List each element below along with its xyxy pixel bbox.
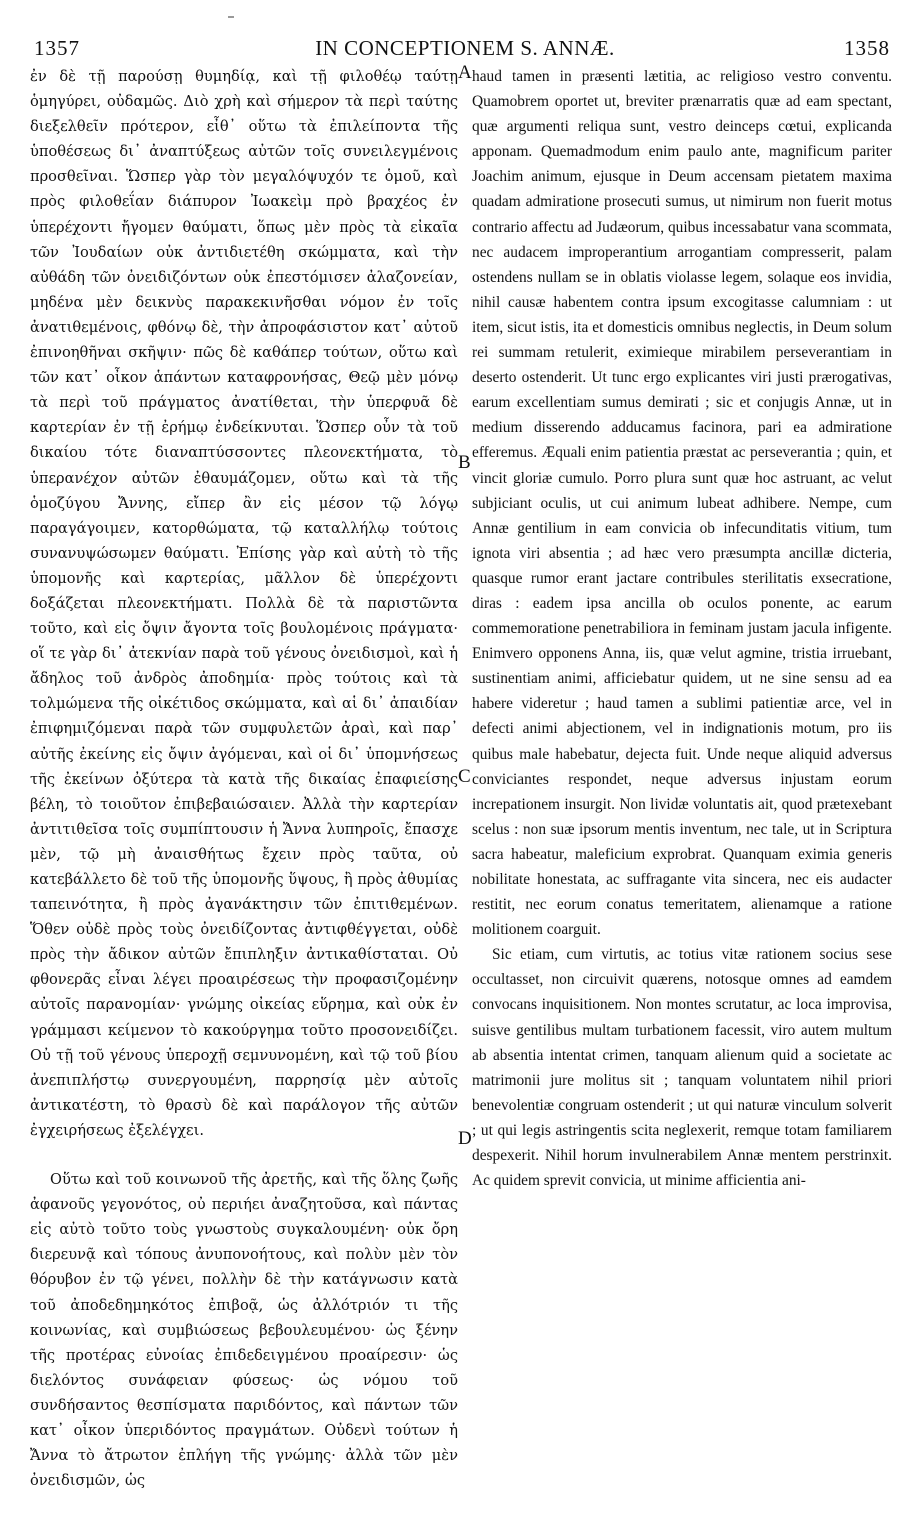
running-header <box>30 36 900 64</box>
greek-column <box>30 64 458 1493</box>
print-fleck <box>228 16 234 18</box>
margin-marker-b: B <box>458 452 471 473</box>
running-title: IN CONCEPTIONEM S. ANNÆ. <box>315 36 615 60</box>
right-page-number: 1358 <box>844 36 890 60</box>
greek-paragraph-1: ἐν δὲ τῇ παρούσῃ θυμηδίᾳ, καὶ τῇ φιλοθέῳ ταύτῃ ὁμηγύρει, οὐδαμῶς. Διὸ χρὴ καὶ σήμερον τὰ περὶ ταύτης διεξελθεῖν πρότερον, εἶθ᾽ οὕτω τὰ ἐπιλείποντα τῆς ὑποθέσεως δι᾽ ἀναπτύξεως αὐτῶν τοῖς συνειλεγμένοις προσθεῖναι. Ὥσπερ γὰρ τὸν μεγαλόψυχόν τε ὁμοῦ, καὶ πρὸς φιλοθεΐαν διάπυρον Ἰωακεὶμ πρὸ βραχέος ἐν ὑπερέχοντι ἤγομεν θαύματι, ὅπως μὲν πρὸς τὰ εἰκαῖα τῶν Ἰουδαίων οὐκ ἀντιδιετέθη σκώμματα, καὶ τὴν αὐθάδη τῶν ὀνειδιζόντων οὐκ ἐπεστόμισεν ἀλαζονείαν, μηδένα μὲν δεικνὺς παρακεκινῆσθαι νόμον ἐν τοῖς ἀνατιθεμένοις, φθόνῳ δὲ, τὴν ἀπροφάσιστον κατ᾽ αὐτοῦ ἐπινοηθῆναι σκῆψιν· πῶς δὲ καθάπερ τούτων, οὕτω καὶ τῶν κατ᾽ οἶκον ἁπάντων καταφρονήσας, Θεῷ μὲν μόνῳ τὰ περὶ τοῦ πράγματος ἀνατίθεται, τὴν ὑπερφυᾶ δὲ καρτερίαν ἐν τῇ ἐρήμῳ ἐνδείκνυται. Ὥσπερ οὖν τὰ τοῦ δικαίου τότε διαναπτύσσοντες πλεονεκτήματα, τὸ ὑπερανέχον αὐτῶν ἐθαυμάζομεν, οὕτω καὶ τὰ τῆς ὁμοζύγου Ἄννης, εἴπερ ἂν εἰς μέσον τῷ λόγῳ παραγάγοιμεν, κατορθώματα, τῷ καταλλήλῳ τούτοις συνανυψώσωμεν θαύματι. Ἐπίσης γὰρ καὶ αὐτὴ τὸ τῆς ὑπομονῆς καὶ καρτερίας, μᾶλλον δὲ ὑπερέχοντι δοξάζεται πλεονεκτήματι. Πολλὰ δὲ τὰ παριστῶντα τοῦτο, καὶ εἰς ὄψιν ἄγοντα τοῖς βουλομένοις πράγματα· οἵ τε γὰρ δι᾽ ἀτεκνίαν παρὰ τοῦ γένους ὀνειδισμοὶ, καὶ ἡ ἄδηλος τοῦ ἀνδρὸς ἀποδημία· πρὸς τούτοις καὶ τὰ τολμώμενα τῆς οἰκέτιδος σκώμματα, καὶ αἱ δι᾽ ἀπαιδίαν ἐπιφημιζόμεναι παρὰ τῶν συμφυλετῶν ἀραὶ, καὶ παρ᾽ αὐτῆς ἐκείνης εἰς ὄψιν ἀγόμεναι, καὶ οἱ δι᾽ ὑπομνήσεως τῆς ἐκείνων ὀξύτερα τὰ κατὰ τῆς δικαίας ἐπαφιείσης βέλη, τὸ τοιοῦτον ἐπιβεβαιώσαιεν. Ἀλλὰ τὴν καρτερίαν ἀντιτιθεῖσα τοῖς συμπίπτουσιν ἡ Ἄννα λυπηροῖς, ἔπασχε μὲν, τῷ μὴ ἀναισθήτως ἔχειν πρὸς ταῦτα, οὐ κατεβάλλετο δὲ τοῦ τῆς ὑπομονῆς ὕψους, ἢ πρὸς ἀθυμίας ταπεινότητα, ἢ πρὸς ἀγανάκτησιν τῶν ἐπιτιθεμένων. Ὅθεν οὐδὲ πρὸς τοὺς ὀνειδίζοντας ἀντιφθέγγεται, οὐδὲ πρὸς τὴν ἄδικον αὐτῶν ἔπιπληξιν ἀντικαθίσταται. Οὐ φθονερᾶς εἶναι λέγει προαιρέσεως τὴν προφασιζομένην αὐτοῖς παρανομίαν· γνώμης οἰκείας εὕρημα, καὶ οὐκ ἐν γράμμασι κείμενον τὸ κακούργημα τοῦτο προσονειδίζει. Οὐ τῇ τοῦ γένους ὑπεροχῇ σεμνυνομένη, καὶ τῷ τοῦ βίου ἀνεπιπλήστῳ συνεργουμένη, παρρησίᾳ μὲν αὐτοῖς ἀντικατέστη, τὸ θρασὺ δὲ καὶ παράλογον τῆς αὐτῶν ἐγχειρήσεως ἐξελέγχει. <box>30 68 458 1139</box>
latin-paragraph-1: haud tamen in præsenti lætitia, ac religioso vestro conventu. Quamobrem oportet ut, breviter prænarratis quæ ad eam spectant, quæ argumenti reliqua sunt, vestro deinceps cœtui, explicanda apponam. Quemadmodum enim paulo ante, magnificum pariter Joachim animum, ejusque in Deum accensam pietatem maxima quadam admiratione prosecuti sumus, ut nimirum non fuerit motus contrario affectu ad Judæorum, quibus incessabatur vana scommata, nec audacem improperantium arrogantiam compresserit, palam ostendens nullam se in oblatis violasse legem, solaque eos invidia, nihil causæ habentem contra ipsum excogitasse calumniam : ut item, sicut istis, ita et domesticis omnibus neglectis, in Deum solum rei summam retulerit, eximieque mirabilem perseverantiam in deserto ostenderit. Ut tunc ergo explicantes viri justi prærogativas, earum excellentiam sumus demirati ; sic et conjugis Annæ, ut in medium disserendo adducamus facinora, pari ea admiratione efferemus. Æquali enim patientia præstat ac perseverantia ; quin, et vincit gloriæ cumulo. Porro plura sunt quæ hoc astruant, ac velut subjiciant oculis, ut cui animum lubeat adhibere. Nempe, cum Annæ gentilium in eam convicia ob infecunditatis vitium, tum ignota viri absentia ; ad hæc vero præsumpta ancillæ dicteria, quasque rumor erant jactare contribules sterilitatis exsecratione, diras : eadem ipsa ancilla ob oculos ponente, ac earum commemoratione penetrabiliora in feminam justam jacula infigente. Enimvero opponens Anna, iis, quæ velut agmine, tristia irruebant, sustinentiam animi, afficiebatur quidem, ut ne sine sensu ad ea habere videretur ; haud tamen a sublimi patientiæ arce, vel in defecti animi abjectionem, vel in indignationis motum, pro iis quibus male habebatur, dejecta fuit. Unde neque aliquid adversus conviciantes respondet, neque adversus injustam eorum increpationem insurgit. Non lividæ voluntatis ait, quod prætexebant scelus : non suæ ipsorum mentis inventum, nec tale, ut in Scriptura sacra habeatur, maleficium exprobrat. Quanquam eximia generis nobilitate honestata, ac suffragante vita sincera, nec eis audacter restitit, nec eorum conatus temeritatem, alienamque a ratione molitionem coarguit. <box>472 68 892 939</box>
margin-marker-d: D <box>458 1128 472 1149</box>
latin-paragraph-2: Sic etiam, cum virtutis, ac totius vitæ rationem socius sese occultasset, non circuivit quærens, notosque omnes ad eamdem convocans inquisitionem. Non montes scrutatur, ac loca improvisa, suisve gentilibus multam turbationem facessit, viro autem multum ab absentia intentat crimen, tanquam alienum quid a societate ac matrimonii jure molitus sit ; tanquam voluntatem nihil priori benevolentiæ congruam ostenderit ; ut qui naturæ vinculum solverit ; ut qui legis astringentis scita neglexerit, remque totam familiarem despexerit. Nihil horum invulnerabilem Annæ mentem perstrinxit. Ac quidem sprevit convicia, ut minime afficientia ani- <box>472 946 892 1190</box>
margin-marker-c: C <box>458 766 471 787</box>
margin-marker-a: A <box>458 62 472 83</box>
greek-paragraph-2: Οὕτω καὶ τοῦ κοινωνοῦ τῆς ἀρετῆς, καὶ τῆς ὅλης ζωῆς ἀφανοῦς γεγονότος, οὐ περιήει ἀναζητοῦσα, καὶ πάντας εἰς αὐτὸ τοῦτο τοὺς γνωστοὺς συγκαλουμένη· οὐκ ὄρη διερευνᾷ καὶ τόπους ἀνυπονοήτους, καὶ πολὺν μὲν τὸν θόρυβον ἐν τῷ γένει, πολλὴν δὲ τὴν κατάγνωσιν κατὰ τοῦ ἀποδεδημηκότος ἐπιβοᾷ, ὡς ἀλλότριόν τι τῆς κοινωνίας, καὶ συμβιώσεως βεβουλευμένου· ὡς ξένην τῆς προτέρας εὐνοίας ἐπιδεδειγμένου προαίρεσιν· ὡς διελόντος συνάφειαν φύσεως· ὡς νόμου τοῦ συνδήσαντος θεσπίσματα παριδόντος, καὶ πάντων τῶν κατ᾽ οἶκον ὑπεριδόντος πραγμάτων. Οὐδενὶ τούτων ἡ Ἄννα τὸ ἄτρωτον ἐπλήγη τῆς γνώμης· ἀλλὰ τῶν μὲν ὀνειδισμῶν, ὡς <box>30 1171 458 1490</box>
latin-column <box>472 64 892 1193</box>
left-page-number: 1357 <box>34 36 80 60</box>
